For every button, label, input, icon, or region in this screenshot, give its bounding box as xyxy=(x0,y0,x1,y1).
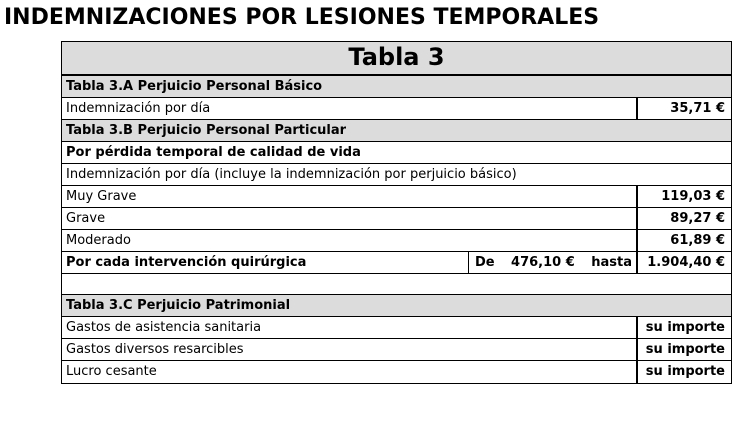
table-row xyxy=(62,186,731,208)
surgery-max-value: 1.904,40 € xyxy=(636,252,731,273)
table-title-row xyxy=(62,42,731,76)
range-to-word: hasta xyxy=(591,255,632,270)
surgery-label: Por cada intervención quirúrgica xyxy=(66,255,307,270)
surgery-range xyxy=(468,252,636,273)
row-value: 35,71 € xyxy=(636,98,731,119)
table-row xyxy=(62,361,731,383)
table-row xyxy=(62,230,731,252)
row-value: su importe xyxy=(636,317,731,338)
section-b-subheading: Por pérdida temporal de calidad de vida xyxy=(66,145,361,160)
section-c-heading-row xyxy=(62,295,731,317)
section-a-heading: Tabla 3.A Perjuicio Personal Básico xyxy=(66,79,323,94)
row-label: Lucro cesante xyxy=(66,364,157,379)
section-a-heading-row xyxy=(62,76,731,98)
row-label: Moderado xyxy=(66,233,131,248)
section-b-heading: Tabla 3.B Perjuicio Personal Particular xyxy=(66,123,347,138)
row-value: 61,89 € xyxy=(636,230,731,251)
section-b-heading-row xyxy=(62,120,731,142)
row-label: Gastos de asistencia sanitaria xyxy=(66,320,262,335)
section-b-note: Indemnización por día (incluye la indemnización por perjuicio básico) xyxy=(66,167,517,182)
row-value: 119,03 € xyxy=(636,186,731,207)
compensation-table xyxy=(61,41,732,384)
row-value: 89,27 € xyxy=(636,208,731,229)
row-value: su importe xyxy=(636,339,731,360)
table-row xyxy=(62,339,731,361)
section-b-note-row xyxy=(62,164,731,186)
row-label: Gastos diversos resarcibles xyxy=(66,342,244,357)
row-label: Indemnización por día xyxy=(66,101,211,116)
table-row xyxy=(62,98,731,120)
spacer-row xyxy=(62,274,731,295)
row-label: Grave xyxy=(66,211,106,226)
table-row xyxy=(62,317,731,339)
section-c-heading: Tabla 3.C Perjuicio Patrimonial xyxy=(66,298,291,313)
table-title: Tabla 3 xyxy=(348,43,445,71)
page-title: INDEMNIZACIONES POR LESIONES TEMPORALES xyxy=(4,5,600,30)
section-b-subheading-row xyxy=(62,142,731,164)
row-label: Muy Grave xyxy=(66,189,137,204)
row-value: su importe xyxy=(636,361,731,383)
surgery-row xyxy=(62,252,731,274)
range-from-value: 476,10 € xyxy=(511,255,575,270)
range-from-word: De xyxy=(475,255,495,270)
table-row xyxy=(62,208,731,230)
